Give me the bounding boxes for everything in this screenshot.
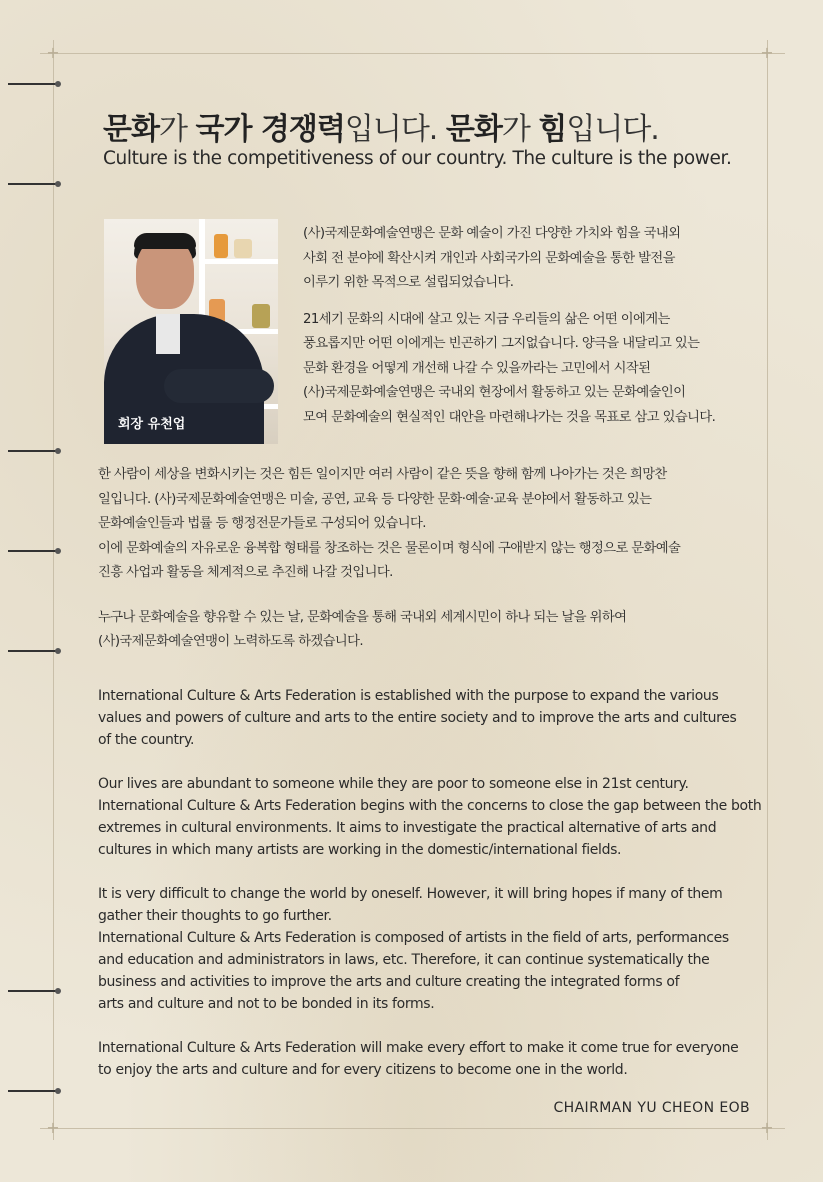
text-line: (사)국제문화예술연맹은 문화 예술이 가진 다양한 가치와 힘을 국내외 [303,226,681,241]
title-particle: 가 [158,112,196,147]
text-line: to enjoy the arts and culture and for every citizens to become one in the world. [98,1062,628,1078]
text-line: values and powers of culture and arts to the entire society and to improve the arts and cultures [98,710,737,726]
text-line: (사)국제문화예술연맹이 노력하도록 하겠습니다. [98,634,363,649]
text-line [98,1015,761,1037]
text-line: Our lives are abundant to someone while they are poor to someone else in 21st century. [98,776,689,792]
title-word-culture: 문화 [103,112,159,147]
body-paragraph-korean [98,463,680,655]
text-line: International Culture & Arts Federation begins with the concerns to close the gap between the both [98,798,762,814]
text-line: International Culture & Arts Federation will make every effort to make it come true for everyone [98,1040,739,1056]
frame-bottom-line [40,1128,785,1129]
photo-caption: 회장 유천업 [118,417,186,432]
body-paragraph-english [98,685,761,1081]
text-line [303,296,715,308]
text-line: 진흥 사업과 활동을 체계적으로 추진해 나갈 것입니다. [98,565,393,580]
binder-tab [8,183,58,185]
binder-tab [8,450,58,452]
frame-right-line [767,40,768,1140]
title-word-culture-2: 문화 [445,112,502,147]
text-line: arts and culture and not to be bonded in its forms. [98,996,435,1012]
binder-tab [8,1090,58,1092]
frame-left-line [53,40,54,1140]
text-line: (사)국제문화예술연맹은 국내외 현장에서 활동하고 있는 문화예술인이 [303,385,686,400]
title-ending-2: 입니다. [566,112,659,147]
text-line: and education and administrators in laws, etc. Therefore, it can continue systematically the [98,952,710,968]
text-line: 풍요롭지만 어떤 이에게는 빈곤하기 그지없습니다. 양극을 내달리고 있는 [303,336,700,351]
corner-ornament-bottom-left: + [46,1118,60,1137]
text-line: business and activities to improve the arts and culture creating the integrated forms of [98,974,680,990]
text-line [98,586,680,606]
binder-tab [8,990,58,992]
text-line: 누구나 문화예술을 향유할 수 있는 날, 문화예술을 통해 국내외 세계시민이 하나 되는 날을 위하여 [98,609,627,625]
chairman-signature: CHAIRMAN YU CHEON EOB [553,1100,750,1116]
text-line: International Culture & Arts Federation is established with the purpose to expand the various [98,688,719,704]
frame-top-line [40,53,785,54]
text-line: 일입니다. (사)국제문화예술연맹은 미술, 공연, 교육 등 다양한 문화·예술·교육 분야에서 활동하고 있는 [98,491,652,507]
text-line [98,751,761,773]
text-line: 문화예술인들과 법률 등 행정전문가들로 구성되어 있습니다. [98,516,426,531]
title-ending: 입니다. [344,112,446,147]
text-line: extremes in cultural environments. It aims to investigate the practical alternative of arts and [98,820,717,836]
intro-paragraph-korean [303,222,715,430]
text-line: 사회 전 분야에 확산시켜 개인과 사회국가의 문화예술을 통한 발전을 [303,250,675,266]
text-line: 문화 환경을 어떻게 개선해 나갈 수 있을까라는 고민에서 시작된 [303,360,651,376]
title-particle-2: 가 [501,112,539,147]
text-line: 모여 문화예술의 현실적인 대안을 마련해나가는 것을 목표로 삼고 있습니다. [303,409,716,425]
text-line: 이에 문화예술의 자유로운 융복합 형태를 창조하는 것은 물론이며 형식에 구애받지 않는 행정으로 문화예술 [98,540,681,556]
text-line: of the country. [98,732,195,748]
text-line: International Culture & Arts Federation is composed of artists in the field of arts, performances [98,930,729,946]
binder-tab [8,550,58,552]
corner-ornament-top-left: + [46,43,60,62]
text-line: 이루기 위한 목적으로 설립되었습니다. [303,275,514,290]
page-title-korean [103,104,659,148]
text-line: It is very difficult to change the world by oneself. However, it will bring hopes if many of them [98,886,723,902]
text-line [98,861,761,883]
text-line: 21세기 문화의 시대에 살고 있는 지금 우리들의 삶은 어떤 이에게는 [303,311,670,327]
text-line: gather their thoughts to go further. [98,908,332,924]
corner-ornament-bottom-right: + [760,1118,774,1137]
title-word-competitiveness: 국가 경쟁력 [195,112,345,147]
chairman-photo [104,219,278,444]
text-line: 한 사람이 세상을 변화시키는 것은 힘든 일이지만 여러 사람이 같은 뜻을 향해 함께 나아가는 것은 희망찬 [98,467,667,482]
text-line: cultures in which many artists are working in the domestic/international fields. [98,842,622,858]
corner-ornament-top-right: + [760,43,774,62]
binder-tab [8,650,58,652]
title-word-power: 힘 [538,112,567,147]
binder-tab [8,83,58,85]
page-title-english: Culture is the competitiveness of our country. The culture is the power. [103,148,732,169]
